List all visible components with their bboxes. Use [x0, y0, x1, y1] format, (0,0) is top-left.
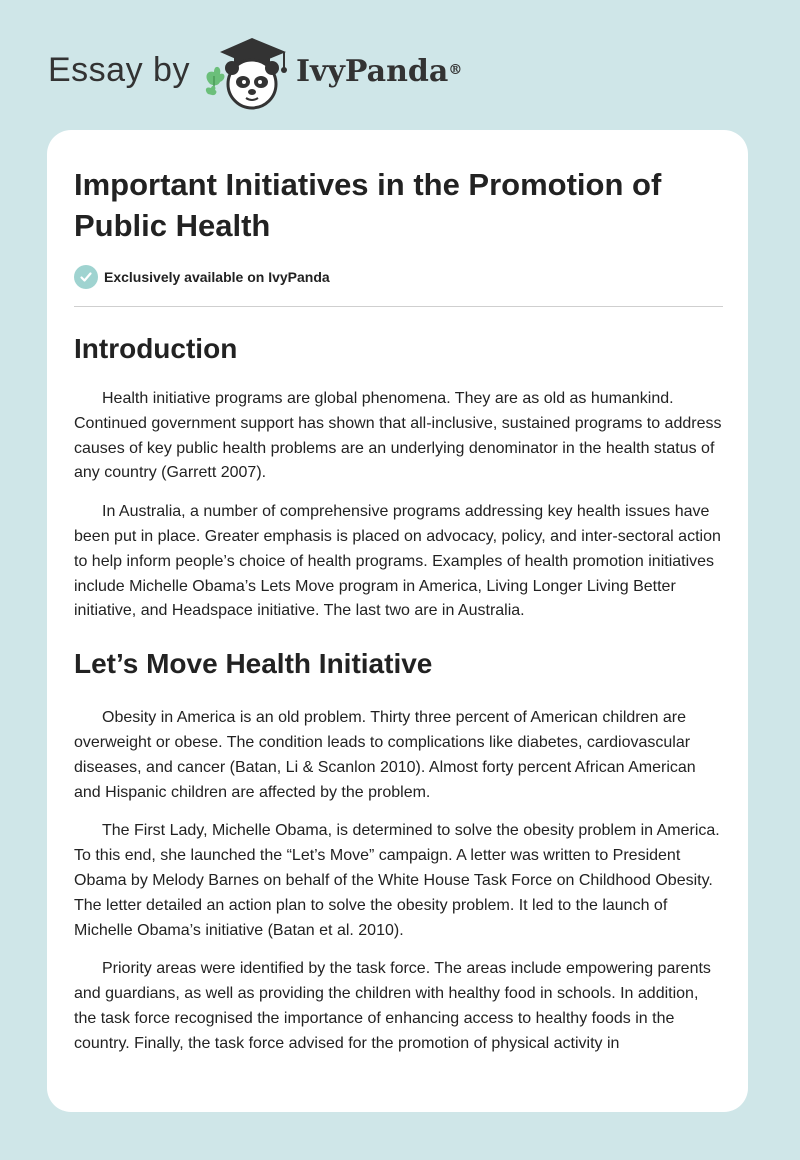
divider	[74, 306, 723, 307]
exclusive-label: Exclusively available on IvyPanda	[104, 269, 330, 285]
essay-by-label: Essay by	[48, 51, 190, 89]
registered-mark: ®	[448, 62, 463, 78]
section-heading-lets-move: Let’s Move Health Initiative	[74, 648, 433, 680]
paragraph: Priority areas were identified by the task force. The areas include empowering parents and guardians, as well as providing the children with healthy food in schools. In addition, the task force recognised the importance of enhancing access to healthy foods in the country. Finally, the task force advised for the promotion of physical activity in	[74, 960, 711, 1052]
ivy-leaf-icon	[206, 67, 225, 95]
check-icon	[74, 265, 98, 289]
paragraph: Obesity in America is an old problem. Thirty three percent of American children are overweight or obese. The condition leads to complications like diabetes, cardiovascular diseases, and cancer (Batan, Li & Scanlon 2010). Almost forty percent African American and Hispanic children are affected by the problem.	[74, 709, 696, 801]
essay-content	[74, 164, 724, 1057]
paragraph: Health initiative programs are global phenomena. They are as old as humankind. Continued government support has shown that all-inclusive, sustained programs to address causes of key public health problems are an underlying denominator in the health status of any country (Garrett 2007).	[74, 390, 722, 482]
paragraph: In Australia, a number of comprehensive programs addressing key health issues have been put in place. Greater emphasis is placed on advocacy, policy, and inter-sectoral action to help inform people’s choice of health programs. Examples of health promotion initiatives include Michelle Obama’s Lets Move program in America, Living Longer Living Better initiative, and Headspace initiative. The last two are in Australia.	[74, 503, 721, 620]
ivypanda-logo[interactable]	[200, 28, 296, 112]
essay-card	[47, 130, 748, 1112]
panda-graduate-icon	[200, 28, 296, 112]
exclusive-badge	[74, 264, 724, 290]
page-title: Important Initiatives in the Promotion of Public Health	[74, 167, 662, 243]
brand-name[interactable]: IvyPanda®	[296, 54, 463, 89]
site-header	[0, 0, 800, 130]
paragraph: The First Lady, Michelle Obama, is determined to solve the obesity problem in America. To this end, she launched the “Let’s Move” campaign. A letter was written to President Obama by Melody Barnes on behalf of the White House Task Force on Childhood Obesity. The letter detailed an action plan to solve the obesity problem. It led to the launch of Michelle Obama’s initiative (Batan et al. 2010).	[74, 822, 720, 939]
section-heading-introduction: Introduction	[74, 333, 238, 364]
